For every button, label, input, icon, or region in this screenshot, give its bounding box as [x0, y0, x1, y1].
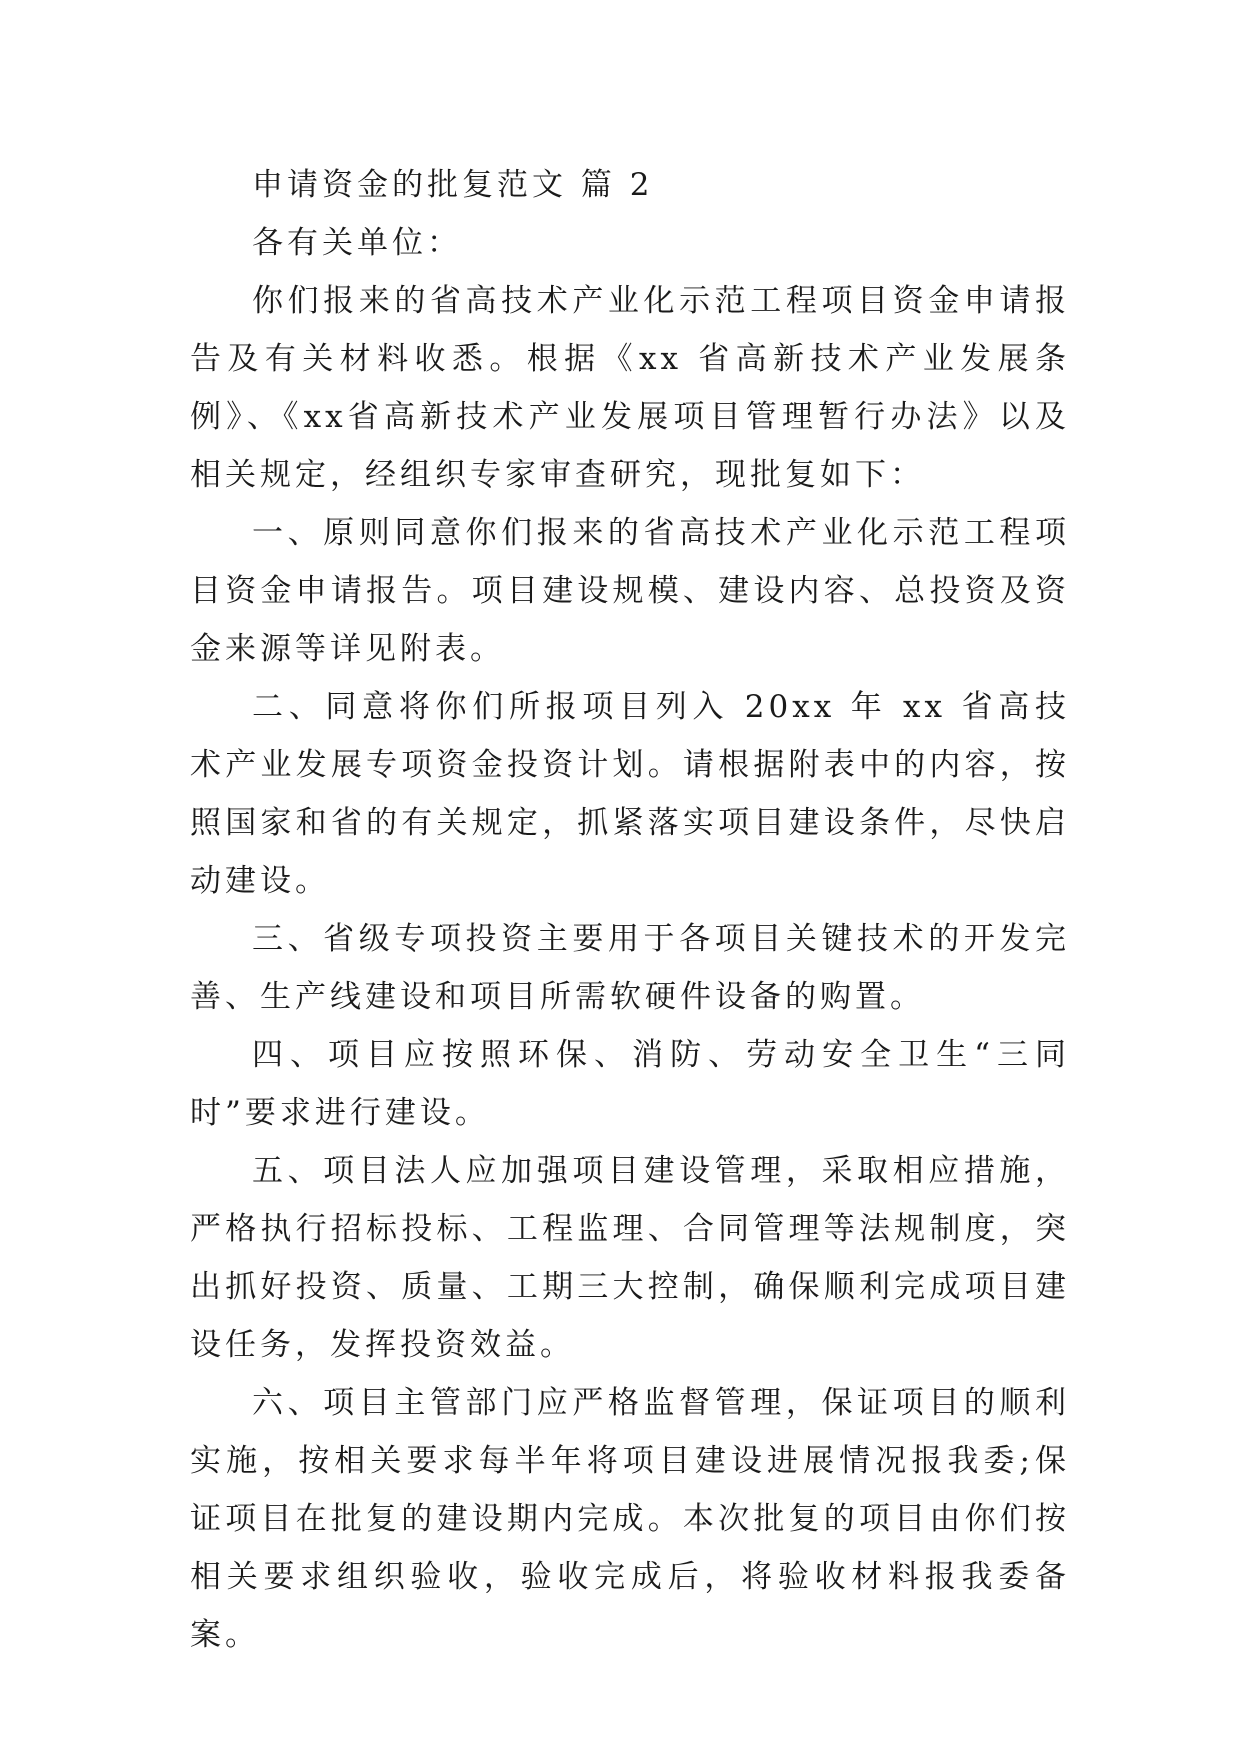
document-heading: 申请资金的批复范文 篇 2 — [252, 167, 654, 203]
paragraph-intro: 你们报来的省高技术产业化示范工程项目资金申请报告及有关材料收悉。根据《xx 省高新技术产业发展条例》、《xx省高新技术产业发展项目管理暂行办法》以及相关规定，经组织专家审查研究，现批复如下： — [190, 283, 1070, 493]
paragraph-item-3: 三、省级专项投资主要用于各项目关键技术的开发完善、生产线建设和项目所需软硬件设备的购置。 — [190, 921, 1070, 1015]
document-body — [190, 156, 1070, 1664]
paragraph-item-5: 五、项目法人应加强项目建设管理，采取相应措施，严格执行招标投标、工程监理、合同管理等法规制度，突出抓好投资、质量、工期三大控制，确保顺利完成项目建设任务，发挥投资效益。 — [190, 1153, 1070, 1363]
paragraph-item-2: 二、同意将你们所报项目列入 20xx 年 xx 省高技术产业发展专项资金投资计划。请根据附表中的内容，按照国家和省的有关规定，抓紧落实项目建设条件，尽快启动建设。 — [190, 689, 1070, 899]
paragraph-item-1: 一、原则同意你们报来的省高技术产业化示范工程项目资金申请报告。项目建设规模、建设内容、总投资及资金来源等详见附表。 — [190, 515, 1070, 667]
salutation: 各有关单位： — [252, 225, 462, 261]
paragraph-item-6: 六、项目主管部门应严格监督管理，保证项目的顺利实施，按相关要求每半年将项目建设进展情况报我委;保证项目在批复的建设期内完成。本次批复的项目由你们按相关要求组织验收，验收完成后，将验收材料报我委备案。 — [190, 1385, 1070, 1653]
paragraph-item-4: 四、项目应按照环保、消防、劳动安全卫生“三同时”要求进行建设。 — [190, 1037, 1070, 1131]
